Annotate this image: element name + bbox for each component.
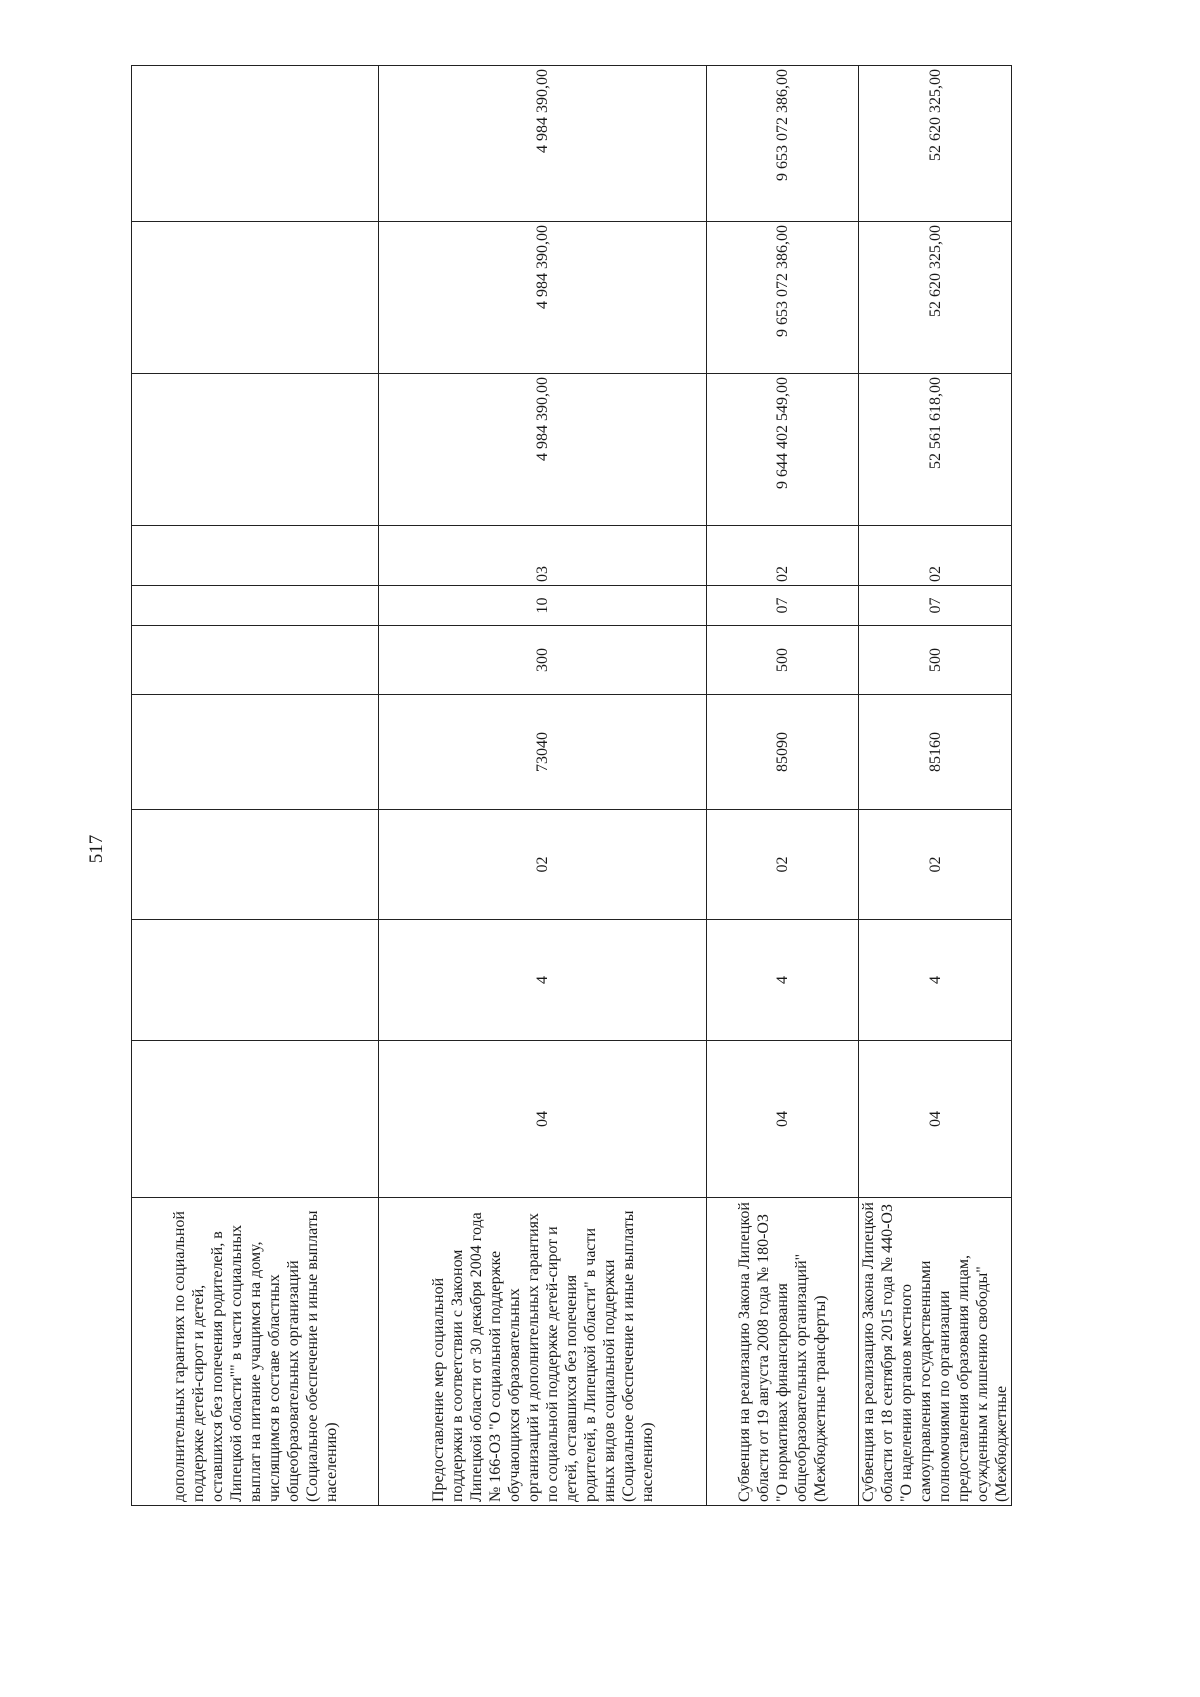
budget-table-sheet (131, 66, 1010, 1506)
table-row (707, 66, 859, 1506)
cell-subprogram-type (132, 920, 379, 1041)
cell-amount-year2: 9 653 072 386,00 (707, 222, 859, 374)
cell-expense-type: 300 (379, 626, 707, 695)
cell-expense-type: 500 (859, 626, 1012, 695)
cell-program: 04 (379, 1041, 707, 1198)
cell-section: 07 (859, 586, 1012, 626)
cell-expense-type (132, 626, 379, 695)
cell-amount-year1: 9 644 402 549,00 (707, 374, 859, 526)
cell-section: 07 (707, 586, 859, 626)
cell-main-activity: 02 (707, 810, 859, 920)
row-name: Субвенция на реализацию Закона Липецкой области от 18 сентября 2015 года № 440-ОЗ "О наделении органов местного самоуправления государственными полномочиями по организации предоставления образования лицам, осужденным к лишению свободы" (Межбюджетные (859, 1198, 1012, 1506)
row-name: Предоставление мер социальной поддержки в соответствии с Законом Липецкой области от 30 декабря 2004 года № 166-ОЗ "О социальной поддержке обучающихся образовательных организаций и дополнительных гарантиях по социальной поддержке детей-сирот и детей, оставшихся без попечения родителей, в Липецкой области" в части иных видов социальной поддержки (Социальное обеспечение и иные выплаты населению) (379, 1198, 707, 1506)
cell-subprogram-type: 4 (707, 920, 859, 1041)
cell-subprogram-type: 4 (859, 920, 1012, 1041)
cell-main-activity (132, 810, 379, 920)
table-row (859, 66, 1012, 1506)
cell-direction: 85160 (859, 695, 1012, 810)
cell-program (132, 1041, 379, 1198)
cell-subsection: 03 (379, 526, 707, 586)
cell-amount-year3: 4 984 390,00 (379, 66, 707, 222)
cell-direction: 85090 (707, 695, 859, 810)
cell-amount-year1: 4 984 390,00 (379, 374, 707, 526)
cell-program: 04 (859, 1041, 1012, 1198)
cell-subsection: 02 (859, 526, 1012, 586)
cell-subprogram-type: 4 (379, 920, 707, 1041)
cell-amount-year1 (132, 374, 379, 526)
cell-subsection: 02 (707, 526, 859, 586)
cell-amount-year2 (132, 222, 379, 374)
cell-expense-type: 500 (707, 626, 859, 695)
table-row (132, 66, 379, 1506)
cell-section (132, 586, 379, 626)
cell-main-activity: 02 (859, 810, 1012, 920)
row-name: Субвенция на реализацию Закона Липецкой области от 19 августа 2008 года № 180-ОЗ "О нормативах финансирования общеобразовательных организаций" (Межбюджетные трансферты) (707, 1198, 859, 1506)
cell-amount-year1: 52 561 618,00 (859, 374, 1012, 526)
cell-program: 04 (707, 1041, 859, 1198)
cell-amount-year3 (132, 66, 379, 222)
cell-main-activity: 02 (379, 810, 707, 920)
row-name: дополнительных гарантиях по социальной поддержке детей-сирот и детей, оставшихся без попечения родителей, в Липецкой области"" в части социальных выплат на питание учащимся на дому, числящимся в составе областных общеобразовательных организаций (Социальное обеспечение и иные выплаты населению) (132, 1198, 379, 1506)
cell-direction: 73040 (379, 695, 707, 810)
table-row (379, 66, 707, 1506)
cell-amount-year3: 52 620 325,00 (859, 66, 1012, 222)
page-number: 517 (86, 834, 107, 864)
cell-section: 10 (379, 586, 707, 626)
cell-amount-year2: 52 620 325,00 (859, 222, 1012, 374)
cell-amount-year3: 9 653 072 386,00 (707, 66, 859, 222)
cell-direction (132, 695, 379, 810)
cell-amount-year2: 4 984 390,00 (379, 222, 707, 374)
cell-subsection (132, 526, 379, 586)
budget-table (131, 65, 1012, 1506)
